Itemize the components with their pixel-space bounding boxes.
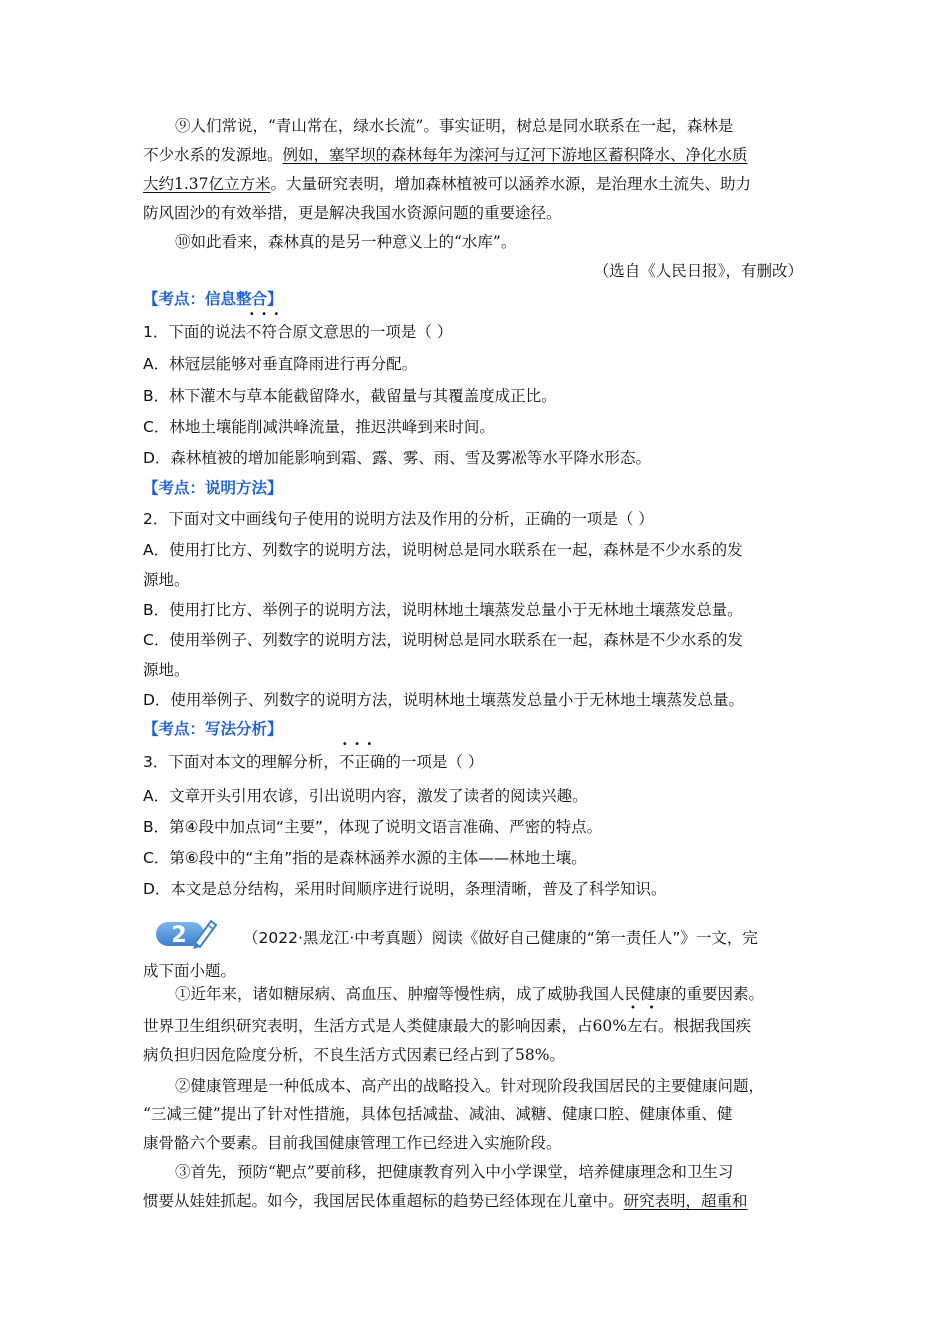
item2-intro-line1: （2022·黑龙江·中考真题）阅读《做好自己健康的“第一责任人”》一文，完	[243, 929, 758, 947]
item2-p1-text: 世界卫生组织研究表明，生活方式是人类健康最大的影响因素，占60%	[143, 1017, 627, 1035]
q2-option-d[interactable]: D．使用举例子、列数字的说明方法，说明林地土壤蒸发总量小于无林地土壤蒸发总量。	[143, 691, 744, 709]
item2-p2-line3: 康骨骼六个要素。目前我国健康管理工作已经进入实施阶段。	[143, 1134, 562, 1152]
item2-p1-line1: ①近年来，诸如糖尿病、高血压、肿瘤等慢性病，成了威胁我国人民健康的重要因素。	[175, 985, 765, 1003]
passage-p9-line4: 防风固沙的有效举措，更是解决我国水资源问题的重要途径。	[143, 204, 562, 222]
item2-p2-line1: ②健康管理是一种低成本、高产出的战略投入。针对现阶段我国居民的主要健康问题，	[175, 1077, 765, 1095]
q2-option-c[interactable]: C．使用举例子、列数字的说明方法，说明树总是同水联系在一起，森林是不少水系的发	[143, 631, 743, 649]
item2-p1-text-end: 。根据我国疾	[657, 1017, 751, 1035]
q1-option-a[interactable]: A．林冠层能够对垂直降雨进行再分配。	[143, 355, 418, 373]
underlined-sentence: 例如，塞罕坝的森林每年为滦河与辽河下游地区蓄积降水、净化水质	[282, 146, 748, 164]
emphasis-dots: • • • 不符合	[246, 318, 293, 346]
question1-text: 1．下面的说法	[143, 323, 246, 341]
question3-text-end: 的一项是（ ）	[385, 753, 484, 771]
question3-text: 3．下面对本文的理解分析，	[143, 753, 339, 771]
item2-p3-text: 惯要从娃娃抓起。如今，我国居民体重超标的趋势已经体现在儿童中。	[143, 1192, 624, 1210]
question2: 2．下面对文中画线句子使用的说明方法及作用的分析，正确的一项是（ ）	[143, 510, 654, 528]
section2-tag: 【考点：说明方法】	[143, 479, 283, 497]
badge-number: 2	[171, 923, 187, 948]
passage-p9-text: 。大量研究表明，增加森林植被可以涵养水源，是治理水土流失、助力	[270, 175, 752, 193]
q1-option-d[interactable]: D．森林植被的增加能影响到霜、露、雾、雨、雪及雾凇等水平降水形态。	[143, 449, 651, 467]
q3-option-b[interactable]: B．第④段中加点词“主要”，体现了说明文语言准确、严密的特点。	[143, 818, 603, 836]
emphasis-dots: • • • 不正确	[339, 748, 386, 776]
passage-p10: ⑩如此看来，森林真的是另一种意义上的“水库”。	[175, 233, 517, 251]
item2-p1-line2	[143, 1012, 803, 1040]
item2-intro-line2: 成下面小题。	[143, 962, 237, 980]
emphasis-dots: • • 左右	[627, 1012, 658, 1040]
question1-text-end: 原文意思的一项是（ ）	[292, 323, 453, 341]
q3-option-c[interactable]: C．第⑥段中的“主角”指的是森林涵养水源的主体——林地土壤。	[143, 849, 587, 867]
passage-p9-text: 不少水系的发源地。	[143, 146, 283, 164]
section1-tag: 【考点：信息整合】	[143, 290, 283, 308]
question1	[143, 318, 803, 346]
question3	[143, 748, 803, 776]
q1-option-c[interactable]: C．林地土壤能削减洪峰流量，推迟洪峰到来时间。	[143, 418, 495, 436]
item2-p3-line1: ③首先，预防“靶点”要前移，把健康教育列入中小学课堂，培养健康理念和卫生习	[175, 1163, 734, 1181]
passage-p9-line1: ⑨人们常说，“青山常在，绿水长流”。事实证明，树总是同水联系在一起，森林是	[175, 117, 734, 135]
item-number-badge	[155, 913, 217, 951]
passage-p9-line2	[143, 141, 803, 169]
underlined-sentence: 研究表明，超重和	[623, 1192, 748, 1210]
item2-p1-line3: 病负担归因危险度分析，不良生活方式因素已经占到了58%。	[143, 1046, 565, 1064]
q1-option-b[interactable]: B．林下灌木与草本能截留降水，截留量与其覆盖度成正比。	[143, 387, 557, 405]
item2-p2-line2: “三减三健”提出了针对性措施，具体包括减盐、减油、减糖、健康口腔、健康体重、健	[143, 1105, 733, 1123]
underlined-sentence-end: 大约1.37亿立方米	[143, 175, 271, 193]
q3-option-a[interactable]: A．文章开头引用农谚，引出说明内容，激发了读者的阅读兴趣。	[143, 787, 588, 805]
q2-option-c-cont[interactable]: 源地。	[143, 661, 190, 679]
passage-source: （选自《人民日报》，有删改）	[593, 262, 803, 280]
item2-p3-line2	[143, 1187, 803, 1215]
q2-option-a[interactable]: A．使用打比方、列数字的说明方法，说明树总是同水联系在一起，森林是不少水系的发	[143, 541, 743, 559]
q2-option-b[interactable]: B．使用打比方、举例子的说明方法，说明林地土壤蒸发总量小于无林地土壤蒸发总量。	[143, 601, 743, 619]
passage-p9-line3	[143, 170, 803, 198]
q3-option-d[interactable]: D．本文是总分结构，采用时间顺序进行说明，条理清晰，普及了科学知识。	[143, 880, 667, 898]
section3-tag: 【考点：写法分析】	[143, 720, 283, 738]
q2-option-a-cont[interactable]: 源地。	[143, 571, 190, 589]
